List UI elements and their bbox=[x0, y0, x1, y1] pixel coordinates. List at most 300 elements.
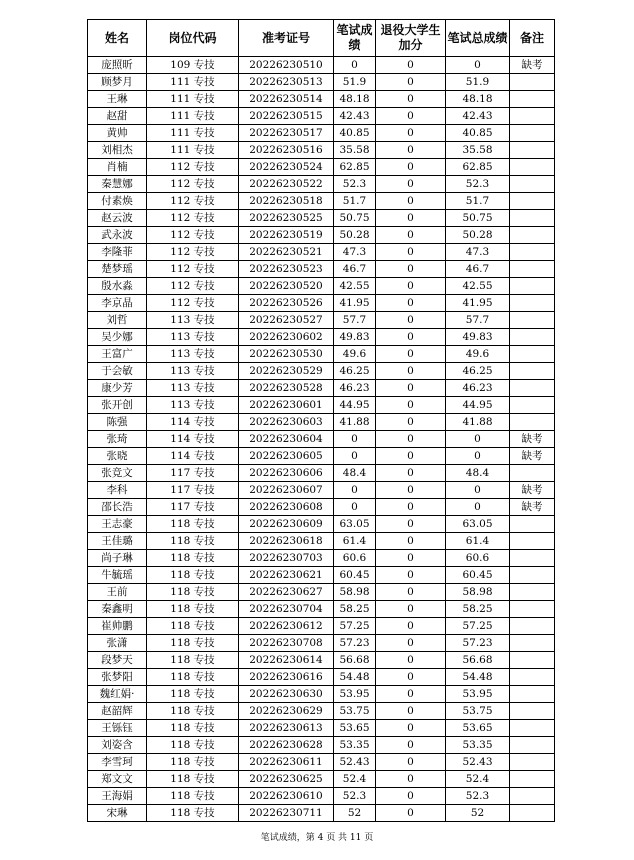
cell-name: 黄帅 bbox=[88, 125, 147, 142]
cell-total-score: 57.25 bbox=[446, 618, 510, 635]
cell-remark bbox=[510, 737, 555, 754]
cell-veteran-bonus: 0 bbox=[376, 397, 446, 414]
cell-remark bbox=[510, 465, 555, 482]
cell-written-score: 60.6 bbox=[334, 550, 376, 567]
cell-name: 王琳 bbox=[88, 91, 147, 108]
cell-remark bbox=[510, 244, 555, 261]
cell-post-code: 118 专技 bbox=[147, 550, 239, 567]
table-row bbox=[88, 567, 555, 584]
table-row bbox=[88, 363, 555, 380]
cell-total-score: 52 bbox=[446, 805, 510, 822]
cell-post-code: 117 专技 bbox=[147, 482, 239, 499]
cell-written-score: 51.9 bbox=[334, 74, 376, 91]
table-row bbox=[88, 380, 555, 397]
table-row bbox=[88, 91, 555, 108]
cell-total-score: 41.88 bbox=[446, 414, 510, 431]
cell-remark bbox=[510, 159, 555, 176]
cell-name: 付素焕 bbox=[88, 193, 147, 210]
cell-ticket-number: 20226230519 bbox=[239, 227, 334, 244]
cell-veteran-bonus: 0 bbox=[376, 516, 446, 533]
cell-post-code: 118 专技 bbox=[147, 754, 239, 771]
cell-post-code: 118 专技 bbox=[147, 516, 239, 533]
cell-name: 赵甜 bbox=[88, 108, 147, 125]
table-row bbox=[88, 499, 555, 516]
cell-ticket-number: 20226230513 bbox=[239, 74, 334, 91]
cell-name: 郑文文 bbox=[88, 771, 147, 788]
cell-remark bbox=[510, 210, 555, 227]
cell-ticket-number: 20226230510 bbox=[239, 57, 334, 74]
cell-total-score: 58.98 bbox=[446, 584, 510, 601]
cell-post-code: 118 专技 bbox=[147, 618, 239, 635]
cell-name: 张竞文 bbox=[88, 465, 147, 482]
cell-total-score: 60.6 bbox=[446, 550, 510, 567]
cell-total-score: 42.43 bbox=[446, 108, 510, 125]
cell-name: 庞照昕 bbox=[88, 57, 147, 74]
cell-ticket-number: 20226230621 bbox=[239, 567, 334, 584]
cell-ticket-number: 20226230605 bbox=[239, 448, 334, 465]
cell-total-score: 42.55 bbox=[446, 278, 510, 295]
cell-post-code: 118 专技 bbox=[147, 584, 239, 601]
scores-table bbox=[87, 19, 555, 822]
cell-veteran-bonus: 0 bbox=[376, 703, 446, 720]
cell-written-score: 0 bbox=[334, 448, 376, 465]
cell-written-score: 46.25 bbox=[334, 363, 376, 380]
cell-total-score: 0 bbox=[446, 57, 510, 74]
cell-veteran-bonus: 0 bbox=[376, 176, 446, 193]
cell-written-score: 35.58 bbox=[334, 142, 376, 159]
cell-post-code: 111 专技 bbox=[147, 125, 239, 142]
cell-total-score: 53.65 bbox=[446, 720, 510, 737]
cell-name: 张开创 bbox=[88, 397, 147, 414]
cell-name: 秦慧娜 bbox=[88, 176, 147, 193]
cell-total-score: 62.85 bbox=[446, 159, 510, 176]
cell-written-score: 48.18 bbox=[334, 91, 376, 108]
cell-remark bbox=[510, 601, 555, 618]
cell-ticket-number: 20226230529 bbox=[239, 363, 334, 380]
cell-post-code: 113 专技 bbox=[147, 397, 239, 414]
cell-total-score: 48.18 bbox=[446, 91, 510, 108]
cell-veteran-bonus: 0 bbox=[376, 210, 446, 227]
cell-remark bbox=[510, 567, 555, 584]
cell-post-code: 118 专技 bbox=[147, 771, 239, 788]
cell-remark bbox=[510, 142, 555, 159]
cell-name: 王前 bbox=[88, 584, 147, 601]
cell-remark bbox=[510, 754, 555, 771]
cell-ticket-number: 20226230516 bbox=[239, 142, 334, 159]
cell-post-code: 118 专技 bbox=[147, 805, 239, 822]
cell-written-score: 57.25 bbox=[334, 618, 376, 635]
cell-post-code: 118 专技 bbox=[147, 686, 239, 703]
cell-remark: 缺考 bbox=[510, 448, 555, 465]
cell-remark: 缺考 bbox=[510, 57, 555, 74]
cell-remark bbox=[510, 686, 555, 703]
table-row bbox=[88, 550, 555, 567]
cell-written-score: 52.3 bbox=[334, 788, 376, 805]
col-header-ticket-number: 准考证号 bbox=[239, 20, 334, 57]
cell-veteran-bonus: 0 bbox=[376, 805, 446, 822]
cell-name: 王海娟 bbox=[88, 788, 147, 805]
cell-veteran-bonus: 0 bbox=[376, 652, 446, 669]
cell-written-score: 50.28 bbox=[334, 227, 376, 244]
cell-total-score: 56.68 bbox=[446, 652, 510, 669]
cell-name: 张梦阳 bbox=[88, 669, 147, 686]
table-row bbox=[88, 720, 555, 737]
cell-remark: 缺考 bbox=[510, 482, 555, 499]
cell-name: 李隆菲 bbox=[88, 244, 147, 261]
cell-ticket-number: 20226230518 bbox=[239, 193, 334, 210]
cell-remark bbox=[510, 584, 555, 601]
cell-post-code: 118 专技 bbox=[147, 533, 239, 550]
cell-veteran-bonus: 0 bbox=[376, 550, 446, 567]
cell-ticket-number: 20226230606 bbox=[239, 465, 334, 482]
cell-ticket-number: 20226230526 bbox=[239, 295, 334, 312]
cell-remark bbox=[510, 278, 555, 295]
cell-name: 赵云波 bbox=[88, 210, 147, 227]
cell-written-score: 57.7 bbox=[334, 312, 376, 329]
cell-name: 张潇 bbox=[88, 635, 147, 652]
cell-remark bbox=[510, 261, 555, 278]
cell-total-score: 46.23 bbox=[446, 380, 510, 397]
cell-written-score: 0 bbox=[334, 499, 376, 516]
cell-veteran-bonus: 0 bbox=[376, 754, 446, 771]
cell-name: 刘姿含 bbox=[88, 737, 147, 754]
cell-total-score: 54.48 bbox=[446, 669, 510, 686]
cell-ticket-number: 20226230629 bbox=[239, 703, 334, 720]
cell-post-code: 118 专技 bbox=[147, 788, 239, 805]
table-row bbox=[88, 346, 555, 363]
cell-written-score: 52 bbox=[334, 805, 376, 822]
cell-name: 楚梦瑶 bbox=[88, 261, 147, 278]
cell-total-score: 53.75 bbox=[446, 703, 510, 720]
cell-veteran-bonus: 0 bbox=[376, 261, 446, 278]
cell-post-code: 117 专技 bbox=[147, 499, 239, 516]
cell-veteran-bonus: 0 bbox=[376, 720, 446, 737]
cell-ticket-number: 20226230523 bbox=[239, 261, 334, 278]
cell-post-code: 111 专技 bbox=[147, 74, 239, 91]
cell-ticket-number: 20226230613 bbox=[239, 720, 334, 737]
cell-name: 李科 bbox=[88, 482, 147, 499]
cell-post-code: 118 专技 bbox=[147, 635, 239, 652]
table-row bbox=[88, 516, 555, 533]
cell-written-score: 53.35 bbox=[334, 737, 376, 754]
table-row bbox=[88, 737, 555, 754]
cell-remark bbox=[510, 380, 555, 397]
cell-remark bbox=[510, 703, 555, 720]
cell-remark bbox=[510, 720, 555, 737]
cell-post-code: 114 专技 bbox=[147, 431, 239, 448]
cell-name: 王佳璐 bbox=[88, 533, 147, 550]
cell-written-score: 0 bbox=[334, 482, 376, 499]
cell-total-score: 50.75 bbox=[446, 210, 510, 227]
cell-post-code: 118 专技 bbox=[147, 567, 239, 584]
cell-total-score: 48.4 bbox=[446, 465, 510, 482]
table-row bbox=[88, 771, 555, 788]
cell-written-score: 53.75 bbox=[334, 703, 376, 720]
cell-written-score: 54.48 bbox=[334, 669, 376, 686]
cell-post-code: 112 专技 bbox=[147, 295, 239, 312]
cell-post-code: 111 专技 bbox=[147, 108, 239, 125]
cell-name: 宋琳 bbox=[88, 805, 147, 822]
cell-written-score: 60.45 bbox=[334, 567, 376, 584]
cell-total-score: 63.05 bbox=[446, 516, 510, 533]
cell-remark bbox=[510, 363, 555, 380]
cell-post-code: 114 专技 bbox=[147, 414, 239, 431]
cell-written-score: 58.98 bbox=[334, 584, 376, 601]
cell-ticket-number: 20226230630 bbox=[239, 686, 334, 703]
cell-ticket-number: 20226230608 bbox=[239, 499, 334, 516]
cell-veteran-bonus: 0 bbox=[376, 618, 446, 635]
cell-total-score: 41.95 bbox=[446, 295, 510, 312]
cell-veteran-bonus: 0 bbox=[376, 74, 446, 91]
cell-total-score: 46.7 bbox=[446, 261, 510, 278]
cell-veteran-bonus: 0 bbox=[376, 499, 446, 516]
cell-name: 尚子琳 bbox=[88, 550, 147, 567]
cell-veteran-bonus: 0 bbox=[376, 142, 446, 159]
cell-written-score: 0 bbox=[334, 57, 376, 74]
cell-name: 王志豪 bbox=[88, 516, 147, 533]
cell-total-score: 52.3 bbox=[446, 788, 510, 805]
cell-ticket-number: 20226230528 bbox=[239, 380, 334, 397]
cell-total-score: 49.6 bbox=[446, 346, 510, 363]
cell-remark bbox=[510, 74, 555, 91]
cell-name: 殷水淼 bbox=[88, 278, 147, 295]
cell-post-code: 112 专技 bbox=[147, 227, 239, 244]
table-row bbox=[88, 244, 555, 261]
cell-ticket-number: 20226230601 bbox=[239, 397, 334, 414]
cell-name: 李京晶 bbox=[88, 295, 147, 312]
cell-name: 魏红娟· bbox=[88, 686, 147, 703]
col-header-post-code: 岗位代码 bbox=[147, 20, 239, 57]
cell-veteran-bonus: 0 bbox=[376, 193, 446, 210]
cell-remark bbox=[510, 414, 555, 431]
cell-post-code: 113 专技 bbox=[147, 380, 239, 397]
cell-post-code: 118 专技 bbox=[147, 669, 239, 686]
cell-veteran-bonus: 0 bbox=[376, 669, 446, 686]
cell-remark bbox=[510, 295, 555, 312]
cell-written-score: 42.55 bbox=[334, 278, 376, 295]
cell-name: 刘相杰 bbox=[88, 142, 147, 159]
cell-total-score: 60.45 bbox=[446, 567, 510, 584]
cell-veteran-bonus: 0 bbox=[376, 346, 446, 363]
cell-total-score: 44.95 bbox=[446, 397, 510, 414]
cell-post-code: 117 专技 bbox=[147, 465, 239, 482]
cell-post-code: 112 专技 bbox=[147, 278, 239, 295]
cell-total-score: 0 bbox=[446, 448, 510, 465]
table-row bbox=[88, 210, 555, 227]
cell-post-code: 112 专技 bbox=[147, 210, 239, 227]
table-row bbox=[88, 108, 555, 125]
cell-remark bbox=[510, 550, 555, 567]
cell-remark: 缺考 bbox=[510, 431, 555, 448]
table-row bbox=[88, 414, 555, 431]
table-row bbox=[88, 533, 555, 550]
col-header-name: 姓名 bbox=[88, 20, 147, 57]
cell-veteran-bonus: 0 bbox=[376, 312, 446, 329]
cell-veteran-bonus: 0 bbox=[376, 431, 446, 448]
cell-name: 邵长浩 bbox=[88, 499, 147, 516]
table-row bbox=[88, 227, 555, 244]
cell-remark bbox=[510, 125, 555, 142]
table-row bbox=[88, 142, 555, 159]
cell-veteran-bonus: 0 bbox=[376, 482, 446, 499]
table-row bbox=[88, 669, 555, 686]
cell-written-score: 49.6 bbox=[334, 346, 376, 363]
cell-name: 崔帅鹏 bbox=[88, 618, 147, 635]
cell-ticket-number: 20226230611 bbox=[239, 754, 334, 771]
cell-remark bbox=[510, 108, 555, 125]
cell-ticket-number: 20226230520 bbox=[239, 278, 334, 295]
cell-total-score: 52.3 bbox=[446, 176, 510, 193]
table-row bbox=[88, 703, 555, 720]
cell-remark bbox=[510, 516, 555, 533]
cell-veteran-bonus: 0 bbox=[376, 584, 446, 601]
cell-ticket-number: 20226230628 bbox=[239, 737, 334, 754]
cell-written-score: 46.23 bbox=[334, 380, 376, 397]
cell-remark bbox=[510, 771, 555, 788]
table-row bbox=[88, 788, 555, 805]
cell-total-score: 53.35 bbox=[446, 737, 510, 754]
cell-written-score: 44.95 bbox=[334, 397, 376, 414]
cell-written-score: 58.25 bbox=[334, 601, 376, 618]
cell-post-code: 112 专技 bbox=[147, 193, 239, 210]
cell-ticket-number: 20226230627 bbox=[239, 584, 334, 601]
table-row bbox=[88, 57, 555, 74]
cell-total-score: 49.83 bbox=[446, 329, 510, 346]
cell-veteran-bonus: 0 bbox=[376, 737, 446, 754]
cell-written-score: 61.4 bbox=[334, 533, 376, 550]
cell-post-code: 112 专技 bbox=[147, 159, 239, 176]
table-row bbox=[88, 686, 555, 703]
cell-total-score: 0 bbox=[446, 482, 510, 499]
cell-post-code: 113 专技 bbox=[147, 312, 239, 329]
page-footer: 笔试成绩，第 4 页 共 11 页 bbox=[260, 833, 374, 843]
table-row bbox=[88, 805, 555, 822]
cell-remark bbox=[510, 618, 555, 635]
cell-veteran-bonus: 0 bbox=[376, 771, 446, 788]
cell-ticket-number: 20226230708 bbox=[239, 635, 334, 652]
cell-veteran-bonus: 0 bbox=[376, 363, 446, 380]
cell-ticket-number: 20226230609 bbox=[239, 516, 334, 533]
cell-veteran-bonus: 0 bbox=[376, 601, 446, 618]
cell-remark bbox=[510, 652, 555, 669]
cell-veteran-bonus: 0 bbox=[376, 295, 446, 312]
cell-veteran-bonus: 0 bbox=[376, 465, 446, 482]
cell-post-code: 112 专技 bbox=[147, 261, 239, 278]
cell-ticket-number: 20226230527 bbox=[239, 312, 334, 329]
cell-veteran-bonus: 0 bbox=[376, 567, 446, 584]
cell-written-score: 50.75 bbox=[334, 210, 376, 227]
cell-ticket-number: 20226230525 bbox=[239, 210, 334, 227]
cell-name: 顾梦月 bbox=[88, 74, 147, 91]
cell-total-score: 40.85 bbox=[446, 125, 510, 142]
cell-written-score: 56.68 bbox=[334, 652, 376, 669]
cell-ticket-number: 20226230711 bbox=[239, 805, 334, 822]
cell-remark bbox=[510, 635, 555, 652]
cell-veteran-bonus: 0 bbox=[376, 91, 446, 108]
cell-post-code: 111 专技 bbox=[147, 91, 239, 108]
cell-ticket-number: 20226230704 bbox=[239, 601, 334, 618]
cell-remark bbox=[510, 397, 555, 414]
cell-total-score: 61.4 bbox=[446, 533, 510, 550]
table-row bbox=[88, 176, 555, 193]
cell-veteran-bonus: 0 bbox=[376, 635, 446, 652]
cell-written-score: 57.23 bbox=[334, 635, 376, 652]
cell-remark bbox=[510, 312, 555, 329]
cell-total-score: 0 bbox=[446, 499, 510, 516]
cell-total-score: 46.25 bbox=[446, 363, 510, 380]
cell-remark bbox=[510, 176, 555, 193]
col-header-written-score: 笔试成绩 bbox=[334, 20, 376, 57]
table-row bbox=[88, 125, 555, 142]
cell-veteran-bonus: 0 bbox=[376, 159, 446, 176]
cell-written-score: 52.43 bbox=[334, 754, 376, 771]
cell-total-score: 57.7 bbox=[446, 312, 510, 329]
cell-veteran-bonus: 0 bbox=[376, 329, 446, 346]
cell-post-code: 111 专技 bbox=[147, 142, 239, 159]
cell-name: 陈强 bbox=[88, 414, 147, 431]
cell-total-score: 35.58 bbox=[446, 142, 510, 159]
cell-name: 吴少娜 bbox=[88, 329, 147, 346]
cell-veteran-bonus: 0 bbox=[376, 278, 446, 295]
cell-name: 张晓 bbox=[88, 448, 147, 465]
cell-written-score: 0 bbox=[334, 431, 376, 448]
cell-ticket-number: 20226230530 bbox=[239, 346, 334, 363]
cell-post-code: 113 专技 bbox=[147, 363, 239, 380]
cell-post-code: 109 专技 bbox=[147, 57, 239, 74]
cell-written-score: 53.65 bbox=[334, 720, 376, 737]
cell-written-score: 52.4 bbox=[334, 771, 376, 788]
table-row bbox=[88, 448, 555, 465]
cell-remark bbox=[510, 227, 555, 244]
cell-written-score: 63.05 bbox=[334, 516, 376, 533]
cell-remark bbox=[510, 346, 555, 363]
cell-ticket-number: 20226230610 bbox=[239, 788, 334, 805]
cell-total-score: 52.43 bbox=[446, 754, 510, 771]
cell-ticket-number: 20226230618 bbox=[239, 533, 334, 550]
cell-veteran-bonus: 0 bbox=[376, 448, 446, 465]
col-header-veteran-bonus: 退役大学生加分 bbox=[376, 20, 446, 57]
cell-post-code: 113 专技 bbox=[147, 329, 239, 346]
table-row bbox=[88, 754, 555, 771]
table-row bbox=[88, 312, 555, 329]
cell-post-code: 114 专技 bbox=[147, 448, 239, 465]
col-header-total-score: 笔试总成绩 bbox=[446, 20, 510, 57]
cell-ticket-number: 20226230602 bbox=[239, 329, 334, 346]
cell-total-score: 50.28 bbox=[446, 227, 510, 244]
cell-written-score: 49.83 bbox=[334, 329, 376, 346]
cell-ticket-number: 20226230517 bbox=[239, 125, 334, 142]
cell-total-score: 58.25 bbox=[446, 601, 510, 618]
cell-name: 张琦 bbox=[88, 431, 147, 448]
cell-name: 赵韶辉 bbox=[88, 703, 147, 720]
table-row bbox=[88, 74, 555, 91]
table-row bbox=[88, 193, 555, 210]
table-row bbox=[88, 397, 555, 414]
cell-veteran-bonus: 0 bbox=[376, 788, 446, 805]
table-row bbox=[88, 618, 555, 635]
cell-name: 肖楠 bbox=[88, 159, 147, 176]
cell-ticket-number: 20226230612 bbox=[239, 618, 334, 635]
cell-veteran-bonus: 0 bbox=[376, 414, 446, 431]
cell-total-score: 57.23 bbox=[446, 635, 510, 652]
cell-written-score: 46.7 bbox=[334, 261, 376, 278]
cell-veteran-bonus: 0 bbox=[376, 686, 446, 703]
cell-post-code: 118 专技 bbox=[147, 703, 239, 720]
table-row bbox=[88, 635, 555, 652]
cell-written-score: 52.3 bbox=[334, 176, 376, 193]
cell-remark bbox=[510, 329, 555, 346]
cell-written-score: 41.95 bbox=[334, 295, 376, 312]
